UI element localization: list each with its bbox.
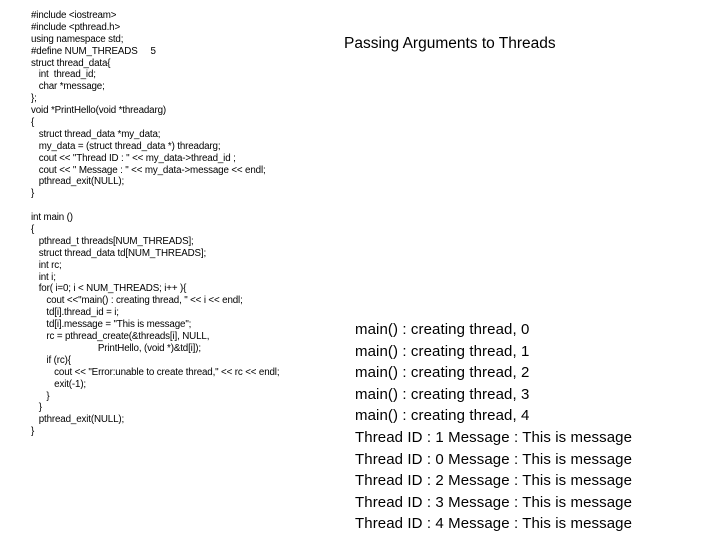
code-line: cout << "Thread ID : " << my_data->thread_id ;	[31, 152, 236, 164]
code-line: pthread_t threads[NUM_THREADS];	[31, 235, 194, 247]
code-line: }	[31, 390, 50, 402]
code-line: #define NUM_THREADS 5	[31, 45, 156, 57]
code-line: PrintHello, (void *)&td[i]);	[31, 342, 201, 354]
code-line: int main ()	[31, 212, 73, 224]
code-line: for( i=0; i < NUM_THREADS; i++ ){	[31, 283, 187, 295]
output-line: main() : creating thread, 3	[355, 385, 530, 403]
output-line: Thread ID : 3 Message : This is message	[355, 493, 633, 511]
output-line: main() : creating thread, 2	[355, 364, 530, 382]
code-line: struct thread_data *my_data;	[31, 128, 161, 140]
code-line: char *message;	[31, 81, 105, 93]
code-line: exit(-1);	[31, 378, 87, 390]
code-line: td[i].thread_id = i;	[31, 307, 119, 319]
output-line: main() : creating thread, 4	[355, 407, 530, 425]
code-line: if (rc){	[31, 354, 71, 366]
output-line: main() : creating thread, 0	[355, 321, 530, 338]
output-line: Thread ID : 1 Message : This is message	[355, 428, 633, 446]
code-listing	[31, 10, 331, 438]
code-line: int thread_id;	[31, 69, 96, 81]
code-line: cout << " Message : " << my_data->message << endl;	[31, 164, 266, 176]
code-line: };	[31, 93, 37, 105]
code-line: {	[31, 224, 35, 236]
code-line: }	[31, 402, 42, 414]
code-line	[31, 200, 331, 212]
code-line: rc = pthread_create(&threads[i], NULL,	[31, 331, 210, 343]
program-output	[355, 319, 632, 535]
output-line: Thread ID : 2 Message : This is message	[355, 472, 633, 490]
code-line: my_data = (struct thread_data *) threadarg;	[31, 140, 221, 152]
code-line: pthread_exit(NULL);	[31, 414, 125, 426]
code-line: using namespace std;	[31, 33, 124, 45]
code-line: struct thread_data{	[31, 57, 111, 69]
code-line: {	[31, 117, 35, 129]
output-line: Thread ID : 4 Message : This is message	[355, 515, 633, 533]
output-line: Thread ID : 0 Message : This is message	[355, 450, 633, 468]
output-line: main() : creating thread, 1	[355, 342, 530, 360]
slide-title: Passing Arguments to Threads	[344, 35, 556, 52]
code-line: struct thread_data td[NUM_THREADS];	[31, 247, 207, 259]
code-line: #include <iostream>	[31, 10, 117, 21]
code-line: td[i].message = "This is message";	[31, 319, 192, 331]
code-line: int rc;	[31, 259, 62, 271]
code-line: }	[31, 426, 35, 438]
code-line: cout <<"main() : creating thread, " << i << endl;	[31, 295, 243, 307]
code-line: #include <pthread.h>	[31, 21, 121, 33]
code-line: cout << "Error:unable to create thread," << rc << endl;	[31, 366, 280, 378]
code-line: int i;	[31, 271, 56, 283]
code-line: void *PrintHello(void *threadarg)	[31, 105, 166, 117]
code-line: pthread_exit(NULL);	[31, 176, 125, 188]
code-line: }	[31, 188, 35, 200]
